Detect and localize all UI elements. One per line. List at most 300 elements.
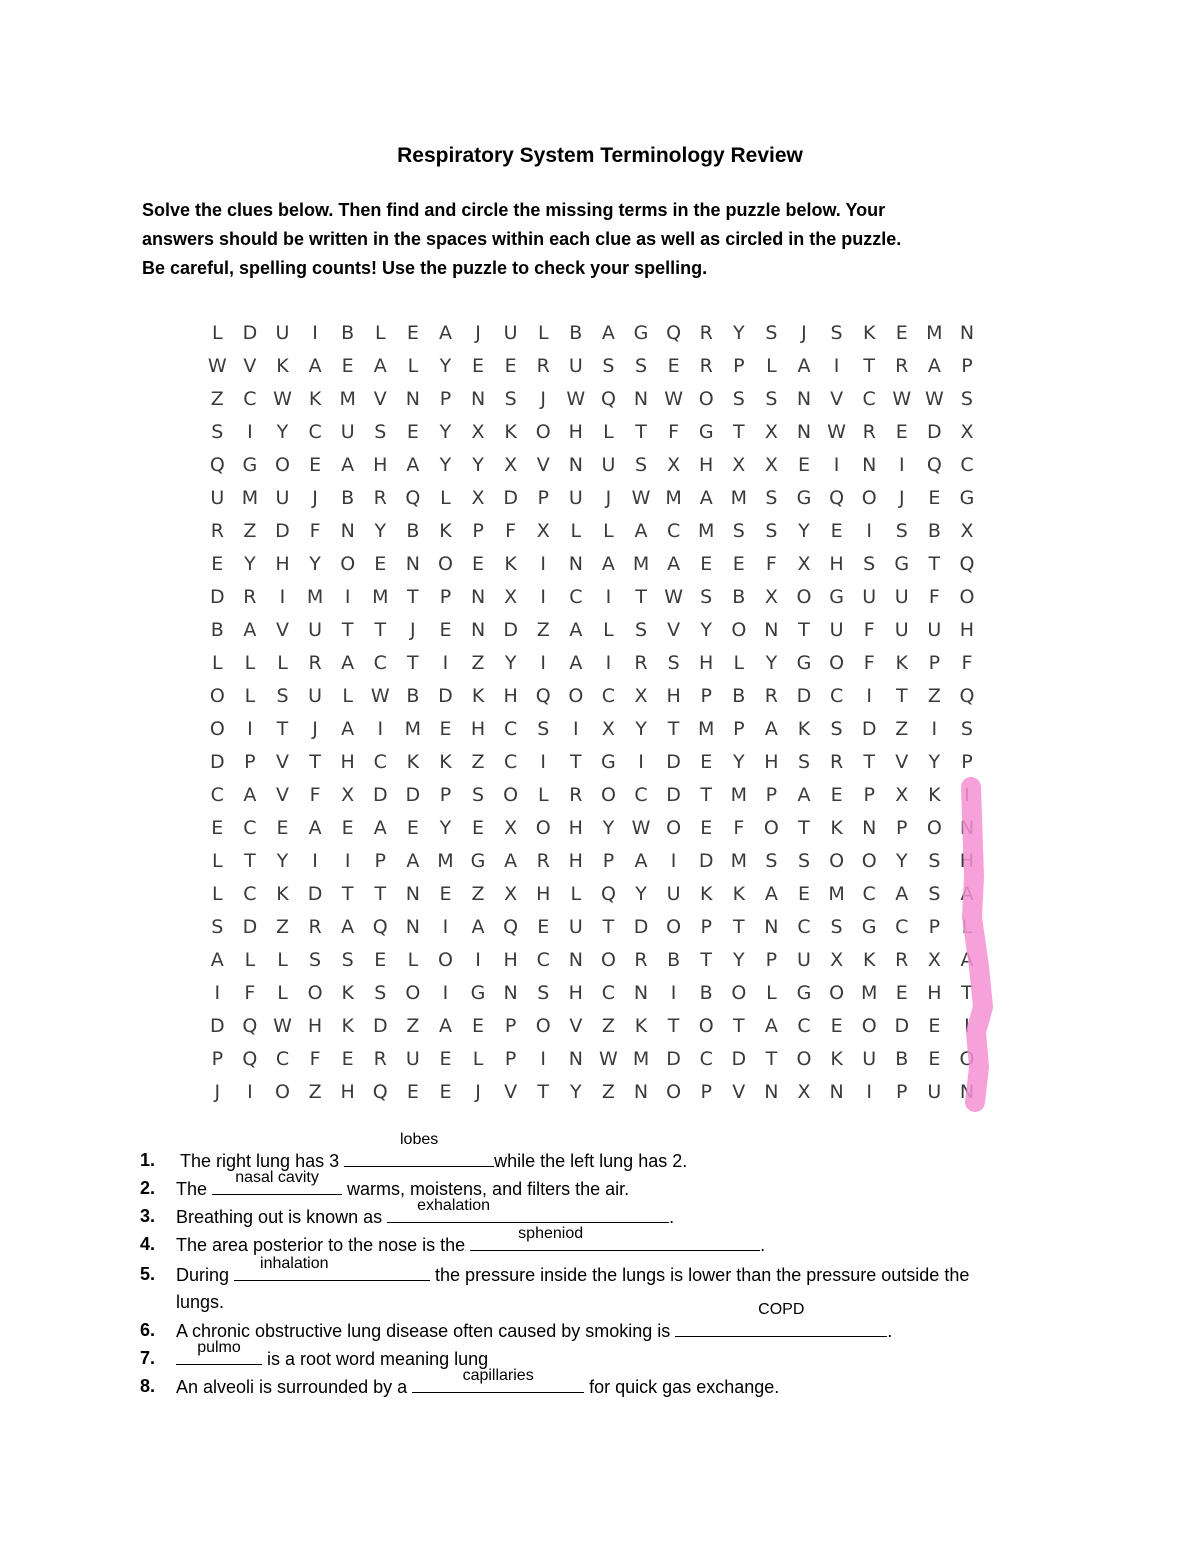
puzzle-letter[interactable]: E — [374, 553, 387, 575]
puzzle-letter[interactable]: N — [829, 1081, 844, 1103]
puzzle-letter[interactable]: A — [341, 916, 355, 938]
puzzle-letter[interactable]: U — [275, 322, 290, 344]
puzzle-letter[interactable]: X — [471, 487, 485, 509]
puzzle-letter[interactable]: E — [211, 817, 224, 839]
puzzle-letter[interactable]: O — [568, 685, 584, 707]
puzzle-letter[interactable]: T — [798, 817, 810, 839]
puzzle-letter[interactable]: M — [241, 487, 259, 509]
puzzle-letter[interactable]: I — [377, 718, 384, 740]
answer-blank[interactable] — [412, 1367, 584, 1393]
puzzle-letter[interactable]: T — [276, 718, 289, 740]
puzzle-letter[interactable]: L — [212, 652, 223, 674]
puzzle-letter[interactable]: Q — [959, 685, 975, 707]
puzzle-letter[interactable]: J — [312, 718, 318, 740]
puzzle-letter[interactable]: V — [667, 619, 681, 641]
puzzle-letter[interactable]: K — [439, 751, 452, 773]
puzzle-letter[interactable]: A — [797, 784, 811, 806]
puzzle-letter[interactable]: Y — [732, 322, 745, 344]
puzzle-letter[interactable]: B — [341, 487, 355, 509]
puzzle-letter[interactable]: D — [209, 1015, 225, 1037]
puzzle-letter[interactable]: C — [536, 949, 550, 971]
puzzle-letter[interactable]: C — [862, 883, 876, 905]
puzzle-letter[interactable]: H — [568, 421, 583, 443]
puzzle-letter[interactable]: A — [406, 850, 420, 872]
puzzle-letter[interactable]: P — [504, 1015, 517, 1037]
puzzle-letter[interactable]: O — [437, 553, 453, 575]
puzzle-letter[interactable]: Q — [926, 454, 942, 476]
puzzle-letter[interactable]: M — [730, 784, 747, 806]
puzzle-letter[interactable]: S — [732, 520, 745, 542]
puzzle-letter[interactable]: N — [405, 553, 420, 575]
puzzle-letter[interactable]: B — [895, 1048, 909, 1070]
puzzle-letter[interactable]: A — [438, 322, 452, 344]
puzzle-letter[interactable]: O — [959, 1048, 975, 1070]
puzzle-letter[interactable]: T — [667, 1015, 680, 1037]
puzzle-letter[interactable]: A — [341, 454, 355, 476]
puzzle-letter[interactable]: C — [960, 454, 974, 476]
puzzle-letter[interactable]: U — [927, 619, 942, 641]
puzzle-letter[interactable]: F — [668, 421, 680, 443]
puzzle-letter[interactable]: T — [700, 949, 712, 971]
puzzle-letter[interactable]: P — [700, 1081, 712, 1103]
puzzle-letter[interactable]: C — [699, 1048, 713, 1070]
puzzle-letter[interactable]: S — [211, 421, 224, 443]
puzzle-letter[interactable]: G — [861, 916, 877, 938]
puzzle-letter[interactable]: C — [601, 982, 616, 1004]
puzzle-letter[interactable]: W — [566, 388, 586, 410]
puzzle-letter[interactable]: Q — [535, 685, 551, 707]
puzzle-letter[interactable]: K — [504, 421, 517, 443]
puzzle-letter[interactable]: S — [341, 949, 354, 971]
answer-blank[interactable] — [675, 1301, 887, 1337]
puzzle-letter[interactable]: D — [209, 751, 225, 773]
puzzle-letter[interactable]: H — [340, 751, 355, 773]
puzzle-letter[interactable]: D — [861, 718, 877, 740]
puzzle-letter[interactable]: O — [698, 1015, 714, 1037]
puzzle-letter[interactable]: E — [439, 1048, 452, 1070]
puzzle-letter[interactable]: E — [406, 817, 419, 839]
puzzle-letter[interactable]: N — [862, 454, 877, 476]
puzzle-letter[interactable]: I — [964, 1015, 970, 1037]
puzzle-letter[interactable]: E — [406, 1081, 419, 1103]
puzzle-letter[interactable]: E — [928, 1015, 941, 1037]
puzzle-letter[interactable]: J — [214, 1081, 221, 1103]
puzzle-letter[interactable]: S — [765, 487, 778, 509]
puzzle-letter[interactable]: Y — [635, 718, 647, 740]
puzzle-letter[interactable]: E — [472, 553, 485, 575]
puzzle-letter[interactable]: I — [442, 916, 449, 938]
puzzle-letter[interactable]: S — [895, 520, 908, 542]
puzzle-letter[interactable]: N — [796, 388, 812, 410]
puzzle-letter[interactable]: A — [341, 718, 355, 740]
puzzle-letter[interactable]: E — [797, 454, 810, 476]
puzzle-letter[interactable]: O — [731, 982, 747, 1004]
puzzle-letter[interactable]: S — [732, 388, 745, 410]
puzzle-letter[interactable]: O — [666, 916, 682, 938]
puzzle-letter[interactable]: A — [438, 1015, 452, 1037]
puzzle-letter[interactable]: O — [959, 586, 975, 608]
puzzle-letter[interactable]: N — [470, 388, 486, 410]
puzzle-letter[interactable]: Q — [209, 454, 225, 476]
puzzle-letter[interactable]: X — [471, 421, 485, 443]
puzzle-letter[interactable]: X — [634, 685, 648, 707]
puzzle-letter[interactable]: H — [927, 982, 942, 1004]
puzzle-letter[interactable]: K — [732, 883, 746, 905]
puzzle-letter[interactable]: R — [308, 652, 322, 674]
puzzle-letter[interactable]: E — [472, 817, 485, 839]
puzzle-letter[interactable]: P — [765, 784, 778, 806]
puzzle-letter[interactable]: M — [828, 883, 845, 905]
puzzle-letter[interactable]: X — [960, 520, 974, 542]
puzzle-letter[interactable]: E — [537, 916, 550, 938]
puzzle-letter[interactable]: T — [341, 883, 354, 905]
puzzle-letter[interactable]: T — [667, 718, 680, 740]
puzzle-letter[interactable]: K — [276, 883, 289, 905]
puzzle-letter[interactable]: M — [698, 718, 715, 740]
puzzle-letter[interactable]: N — [470, 586, 486, 608]
puzzle-letter[interactable]: A — [373, 355, 387, 377]
puzzle-letter[interactable]: P — [896, 817, 908, 839]
puzzle-letter[interactable]: X — [504, 586, 518, 608]
puzzle-letter[interactable]: S — [830, 718, 843, 740]
puzzle-letter[interactable]: J — [898, 487, 905, 509]
puzzle-letter[interactable]: Y — [635, 883, 647, 905]
puzzle-letter[interactable]: Y — [928, 751, 941, 773]
puzzle-letter[interactable]: X — [797, 1081, 811, 1103]
puzzle-letter[interactable]: C — [569, 586, 583, 608]
puzzle-letter[interactable]: H — [503, 949, 518, 971]
puzzle-letter[interactable]: A — [601, 553, 615, 575]
puzzle-letter[interactable]: U — [308, 685, 323, 707]
answer-blank[interactable] — [344, 1131, 494, 1167]
puzzle-letter[interactable]: K — [308, 388, 322, 410]
puzzle-letter[interactable]: O — [503, 784, 519, 806]
puzzle-letter[interactable]: B — [341, 322, 355, 344]
puzzle-letter[interactable]: W — [827, 421, 846, 443]
puzzle-letter[interactable]: L — [766, 355, 777, 377]
puzzle-letter[interactable]: A — [569, 619, 583, 641]
puzzle-letter[interactable]: D — [503, 487, 518, 509]
puzzle-letter[interactable]: D — [503, 619, 518, 641]
puzzle-letter[interactable]: B — [210, 619, 224, 641]
puzzle-letter[interactable]: B — [732, 685, 746, 707]
puzzle-letter[interactable]: K — [406, 751, 420, 773]
puzzle-letter[interactable]: E — [276, 817, 289, 839]
puzzle-letter[interactable]: O — [437, 949, 453, 971]
puzzle-letter[interactable]: Q — [242, 1015, 258, 1037]
puzzle-letter[interactable]: E — [700, 553, 713, 575]
puzzle-letter[interactable]: L — [537, 784, 549, 806]
puzzle-letter[interactable]: Y — [570, 1081, 582, 1103]
puzzle-letter[interactable]: T — [732, 916, 745, 938]
puzzle-letter[interactable]: U — [210, 487, 225, 509]
puzzle-letter[interactable]: D — [242, 322, 258, 344]
puzzle-letter[interactable]: I — [605, 586, 612, 608]
puzzle-letter[interactable]: H — [959, 619, 975, 641]
puzzle-letter[interactable]: U — [568, 487, 583, 509]
puzzle-letter[interactable]: M — [339, 388, 356, 410]
puzzle-letter[interactable]: B — [732, 586, 746, 608]
puzzle-letter[interactable]: X — [504, 454, 518, 476]
puzzle-letter[interactable]: U — [568, 355, 583, 377]
puzzle-letter[interactable]: W — [207, 355, 227, 377]
puzzle-letter[interactable]: G — [796, 652, 812, 674]
puzzle-letter[interactable]: B — [406, 685, 420, 707]
puzzle-letter[interactable]: S — [634, 454, 648, 476]
puzzle-letter[interactable]: E — [797, 883, 810, 905]
puzzle-letter[interactable]: H — [373, 454, 388, 476]
puzzle-letter[interactable]: N — [405, 883, 420, 905]
puzzle-letter[interactable]: S — [765, 850, 778, 872]
puzzle-letter[interactable]: A — [960, 949, 974, 971]
puzzle-letter[interactable]: L — [603, 421, 614, 443]
puzzle-letter[interactable]: F — [309, 520, 321, 542]
puzzle-letter[interactable]: V — [895, 751, 909, 773]
puzzle-letter[interactable]: I — [344, 586, 351, 608]
puzzle-letter[interactable]: C — [504, 751, 518, 773]
puzzle-letter[interactable]: A — [210, 949, 224, 971]
puzzle-letter[interactable]: T — [635, 586, 647, 608]
puzzle-letter[interactable]: O — [209, 718, 225, 740]
puzzle-letter[interactable]: J — [801, 322, 807, 344]
puzzle-letter[interactable]: T — [537, 1081, 550, 1103]
puzzle-letter[interactable]: S — [309, 949, 322, 971]
puzzle-letter[interactable]: C — [243, 388, 257, 410]
puzzle-letter[interactable]: Q — [372, 916, 388, 938]
puzzle-letter[interactable]: L — [537, 322, 549, 344]
puzzle-letter[interactable]: I — [866, 685, 872, 707]
puzzle-letter[interactable]: M — [306, 586, 324, 608]
puzzle-letter[interactable]: U — [797, 949, 811, 971]
puzzle-letter[interactable]: F — [765, 553, 777, 575]
puzzle-letter[interactable]: K — [862, 949, 876, 971]
puzzle-letter[interactable]: T — [895, 685, 908, 707]
puzzle-letter[interactable]: T — [700, 784, 712, 806]
puzzle-letter[interactable]: V — [243, 355, 257, 377]
puzzle-letter[interactable]: F — [928, 586, 940, 608]
puzzle-letter[interactable]: A — [927, 355, 941, 377]
puzzle-letter[interactable]: Y — [276, 421, 289, 443]
puzzle-letter[interactable]: U — [503, 322, 518, 344]
puzzle-letter[interactable]: Y — [276, 850, 289, 872]
puzzle-letter[interactable]: I — [312, 322, 318, 344]
puzzle-letter[interactable]: S — [765, 520, 778, 542]
puzzle-letter[interactable]: F — [863, 619, 875, 641]
puzzle-letter[interactable]: T — [309, 751, 321, 773]
puzzle-letter[interactable]: N — [959, 817, 975, 839]
puzzle-letter[interactable]: S — [960, 388, 973, 410]
puzzle-letter[interactable]: O — [861, 850, 877, 872]
puzzle-letter[interactable]: K — [895, 652, 908, 674]
puzzle-letter[interactable]: P — [733, 355, 745, 377]
puzzle-letter[interactable]: I — [866, 1081, 872, 1103]
puzzle-letter[interactable]: S — [700, 586, 713, 608]
word-search-grid[interactable] — [201, 317, 983, 1109]
puzzle-letter[interactable]: E — [341, 355, 354, 377]
puzzle-letter[interactable]: C — [862, 388, 876, 410]
puzzle-letter[interactable]: P — [439, 586, 452, 608]
puzzle-letter[interactable]: E — [439, 718, 452, 740]
puzzle-letter[interactable]: C — [634, 784, 648, 806]
puzzle-letter[interactable]: T — [407, 586, 419, 608]
puzzle-letter[interactable]: A — [471, 916, 485, 938]
puzzle-letter[interactable]: H — [699, 652, 714, 674]
puzzle-letter[interactable]: C — [243, 817, 257, 839]
puzzle-letter[interactable]: H — [568, 982, 583, 1004]
puzzle-letter[interactable]: S — [797, 751, 811, 773]
puzzle-letter[interactable]: Z — [243, 520, 257, 542]
puzzle-letter[interactable]: I — [898, 454, 905, 476]
puzzle-letter[interactable]: W — [892, 388, 912, 410]
puzzle-letter[interactable]: B — [667, 949, 681, 971]
puzzle-letter[interactable]: K — [341, 982, 354, 1004]
puzzle-letter[interactable]: I — [833, 454, 840, 476]
puzzle-letter[interactable]: L — [244, 949, 256, 971]
puzzle-letter[interactable]: I — [540, 1048, 547, 1070]
puzzle-letter[interactable]: R — [536, 355, 550, 377]
puzzle-letter[interactable]: A — [406, 454, 420, 476]
puzzle-letter[interactable]: S — [211, 916, 224, 938]
puzzle-letter[interactable]: M — [860, 982, 878, 1004]
puzzle-letter[interactable]: U — [862, 586, 877, 608]
puzzle-letter[interactable]: P — [211, 1048, 224, 1070]
puzzle-letter[interactable]: C — [504, 718, 518, 740]
puzzle-letter[interactable]: B — [927, 520, 941, 542]
puzzle-letter[interactable]: K — [797, 718, 811, 740]
puzzle-letter[interactable]: I — [442, 982, 449, 1004]
puzzle-letter[interactable]: O — [796, 586, 812, 608]
puzzle-letter[interactable]: P — [374, 850, 386, 872]
puzzle-letter[interactable]: K — [862, 322, 876, 344]
puzzle-letter[interactable]: E — [895, 322, 908, 344]
puzzle-letter[interactable]: X — [830, 949, 844, 971]
puzzle-letter[interactable]: E — [830, 784, 843, 806]
puzzle-letter[interactable]: P — [733, 718, 745, 740]
puzzle-letter[interactable]: S — [928, 883, 941, 905]
puzzle-letter[interactable]: G — [894, 553, 910, 575]
puzzle-letter[interactable]: A — [667, 553, 681, 575]
puzzle-letter[interactable]: R — [536, 850, 550, 872]
puzzle-letter[interactable]: Y — [472, 454, 484, 476]
puzzle-letter[interactable]: K — [699, 883, 713, 905]
puzzle-letter[interactable]: H — [503, 685, 518, 707]
puzzle-letter[interactable]: P — [765, 949, 778, 971]
puzzle-letter[interactable]: J — [540, 388, 547, 410]
puzzle-letter[interactable]: Q — [600, 388, 616, 410]
puzzle-letter[interactable]: O — [698, 388, 714, 410]
puzzle-letter[interactable]: U — [829, 619, 844, 641]
puzzle-letter[interactable]: T — [635, 421, 647, 443]
puzzle-letter[interactable]: Y — [244, 553, 256, 575]
puzzle-letter[interactable]: R — [764, 685, 778, 707]
puzzle-letter[interactable]: F — [733, 817, 745, 839]
puzzle-letter[interactable]: S — [537, 982, 550, 1004]
puzzle-letter[interactable]: L — [277, 949, 288, 971]
puzzle-letter[interactable]: G — [698, 421, 714, 443]
puzzle-letter[interactable]: E — [732, 553, 745, 575]
puzzle-letter[interactable]: U — [894, 586, 909, 608]
puzzle-letter[interactable]: N — [568, 553, 583, 575]
puzzle-letter[interactable]: F — [309, 1048, 321, 1070]
puzzle-letter[interactable]: N — [764, 1081, 779, 1103]
puzzle-letter[interactable]: X — [764, 586, 778, 608]
puzzle-letter[interactable]: Q — [829, 487, 845, 509]
puzzle-letter[interactable]: P — [961, 751, 973, 773]
puzzle-letter[interactable]: O — [861, 1015, 877, 1037]
puzzle-letter[interactable]: O — [405, 982, 421, 1004]
puzzle-letter[interactable]: R — [210, 520, 224, 542]
puzzle-letter[interactable]: H — [959, 850, 975, 872]
puzzle-letter[interactable]: Z — [275, 916, 289, 938]
puzzle-letter[interactable]: T — [928, 553, 941, 575]
puzzle-letter[interactable]: U — [927, 1081, 942, 1103]
puzzle-letter[interactable]: T — [407, 652, 419, 674]
puzzle-letter[interactable]: I — [833, 355, 840, 377]
puzzle-letter[interactable]: S — [374, 982, 387, 1004]
puzzle-letter[interactable]: W — [631, 817, 651, 839]
puzzle-letter[interactable]: E — [406, 322, 419, 344]
puzzle-letter[interactable]: E — [830, 1015, 843, 1037]
puzzle-letter[interactable]: X — [797, 553, 811, 575]
puzzle-letter[interactable]: L — [277, 982, 288, 1004]
puzzle-letter[interactable]: Z — [536, 619, 550, 641]
puzzle-letter[interactable]: U — [862, 1048, 877, 1070]
puzzle-letter[interactable]: X — [341, 784, 355, 806]
puzzle-letter[interactable]: E — [504, 355, 517, 377]
puzzle-letter[interactable]: U — [308, 619, 323, 641]
puzzle-letter[interactable]: T — [863, 751, 875, 773]
puzzle-letter[interactable]: D — [666, 1048, 681, 1070]
puzzle-letter[interactable]: Q — [503, 916, 519, 938]
puzzle-letter[interactable]: Z — [308, 1081, 322, 1103]
puzzle-letter[interactable]: K — [928, 784, 941, 806]
puzzle-letter[interactable]: X — [536, 520, 550, 542]
puzzle-letter[interactable]: R — [829, 751, 844, 773]
puzzle-letter[interactable]: X — [504, 817, 518, 839]
puzzle-letter[interactable]: W — [599, 1048, 618, 1070]
puzzle-letter[interactable]: G — [959, 487, 975, 509]
puzzle-letter[interactable]: U — [340, 421, 355, 443]
puzzle-letter[interactable]: R — [569, 784, 583, 806]
puzzle-letter[interactable]: Y — [504, 652, 517, 674]
puzzle-letter[interactable]: A — [308, 817, 322, 839]
puzzle-letter[interactable]: G — [601, 751, 616, 773]
puzzle-letter[interactable]: I — [442, 652, 449, 674]
puzzle-letter[interactable]: D — [894, 1015, 910, 1037]
puzzle-letter[interactable]: E — [928, 1048, 941, 1070]
puzzle-letter[interactable]: C — [210, 784, 224, 806]
puzzle-letter[interactable]: A — [601, 322, 615, 344]
puzzle-letter[interactable]: D — [633, 916, 649, 938]
puzzle-letter[interactable]: V — [504, 1081, 518, 1103]
puzzle-letter[interactable]: I — [279, 586, 286, 608]
puzzle-letter[interactable]: T — [570, 751, 582, 773]
puzzle-letter[interactable]: L — [407, 355, 419, 377]
puzzle-letter[interactable]: O — [796, 1048, 812, 1070]
puzzle-letter[interactable]: I — [540, 652, 547, 674]
puzzle-letter[interactable]: G — [470, 982, 486, 1004]
puzzle-letter[interactable]: Y — [700, 619, 712, 641]
puzzle-letter[interactable]: R — [895, 949, 909, 971]
puzzle-letter[interactable]: C — [666, 520, 681, 542]
puzzle-letter[interactable]: Z — [471, 652, 485, 674]
puzzle-letter[interactable]: R — [308, 916, 322, 938]
puzzle-letter[interactable]: D — [275, 520, 290, 542]
puzzle-letter[interactable]: I — [247, 421, 253, 443]
puzzle-letter[interactable]: K — [276, 355, 289, 377]
puzzle-letter[interactable]: U — [405, 1048, 420, 1070]
puzzle-letter[interactable]: N — [340, 520, 355, 542]
